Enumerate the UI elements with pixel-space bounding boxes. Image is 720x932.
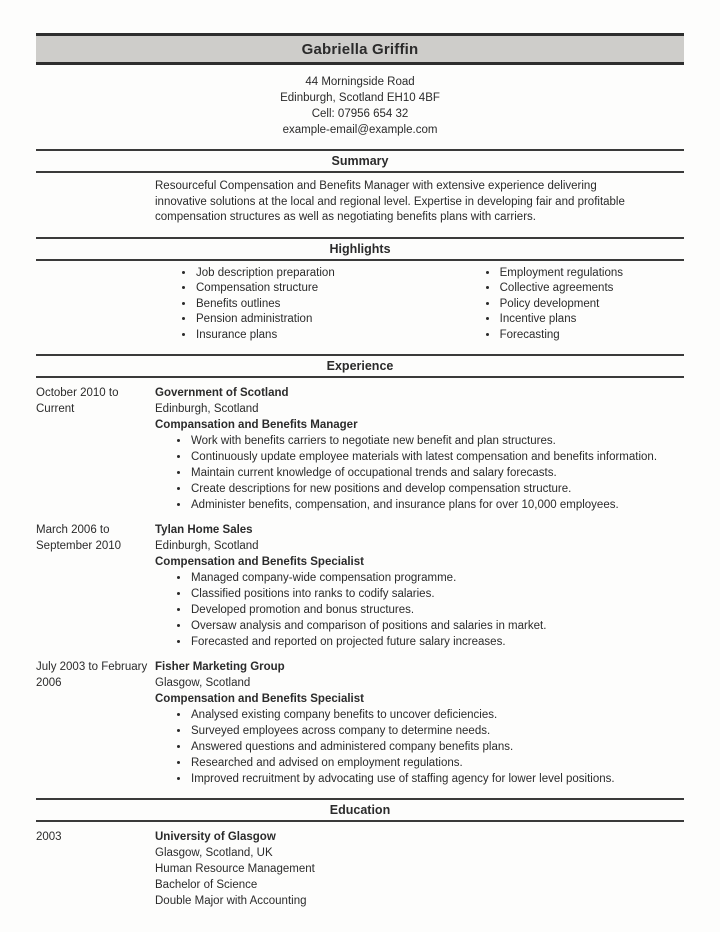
job-body: [155, 659, 684, 787]
experience-title: Experience: [326, 359, 394, 373]
contact-phone: Cell: 07956 654 32: [311, 108, 409, 120]
contact-block: [36, 74, 684, 138]
job-bullet: • Maintain current knowledge of occupational trends and salary forecasts.: [190, 465, 684, 481]
education-school: University of Glasgow: [155, 831, 276, 843]
job-bullet: • Classified positions into ranks to codify salaries.: [190, 586, 684, 602]
highlights-right-column: [403, 266, 684, 344]
job-body: [155, 522, 684, 650]
highlight-item: • Employment regulations: [499, 266, 684, 282]
job-bullet: • Answered questions and administered company benefits plans.: [190, 739, 684, 755]
job-bullet: • Administer benefits, compensation, and insurance plans for over 10,000 employees.: [190, 497, 684, 513]
highlight-item: • Policy development: [499, 297, 684, 313]
job-body: [155, 385, 684, 513]
job-bullet: • Continuously update employee materials with latest compensation and benefits information.: [190, 449, 684, 465]
education-field: Human Resource Management: [155, 863, 315, 875]
contact-city: Edinburgh, Scotland EH10 4BF: [280, 92, 440, 104]
name-banner: [36, 33, 684, 65]
highlight-item: • Pension administration: [195, 312, 403, 328]
education-section-header: [36, 798, 684, 822]
education-dates: 2003: [36, 831, 62, 843]
highlight-item: • Insurance plans: [195, 328, 403, 344]
job-bullet: • Surveyed employees across company to determine needs.: [190, 723, 684, 739]
job-location: Glasgow, Scotland: [155, 677, 251, 689]
job-bullet: • Managed company-wide compensation programme.: [190, 570, 684, 586]
job-bullet: • Researched and advised on employment regulations.: [190, 755, 684, 771]
job-bullet: • Developed promotion and bonus structures.: [190, 602, 684, 618]
highlight-item: • Benefits outlines: [195, 297, 403, 313]
highlights-section-header: [36, 237, 684, 261]
job-dates: July 2003 to February 2006: [36, 661, 148, 689]
highlights-list: [36, 266, 684, 344]
highlight-item: • Forecasting: [499, 328, 684, 344]
highlights-title: Highlights: [329, 241, 391, 256]
highlight-item: • Job description preparation: [195, 266, 403, 282]
job-bullet: • Improved recruitment by advocating use of staffing agency for lower level positions.: [190, 771, 684, 787]
education-entry: [36, 829, 684, 909]
summary-section-header: [36, 149, 684, 173]
job-bullets: [155, 707, 684, 787]
job-location: Edinburgh, Scotland: [155, 540, 259, 552]
job-entry: [36, 385, 684, 513]
education-note: Double Major with Accounting: [155, 895, 307, 907]
job-bullet: • Analysed existing company benefits to uncover deficiencies.: [190, 707, 684, 723]
job-bullets: [155, 433, 684, 513]
job-dates: March 2006 to September 2010: [36, 524, 122, 552]
summary-text: Resourceful Compensation and Benefits Manager with extensive experience delivering innovative solutions at the local and regional level. Expertise in developing fair and profitable compensation structures as well as negotiating benefits plans with carriers.: [155, 180, 625, 223]
job-entry: [36, 659, 684, 787]
job-dates: October 2010 to Current: [36, 387, 119, 415]
person-name: Gabriella Griffin: [301, 41, 419, 58]
job-bullet: • Work with benefits carriers to negotiate new benefit and plan structures.: [190, 433, 684, 449]
experience-section-header: [36, 354, 684, 378]
education-title: Education: [329, 803, 391, 817]
job-location: Edinburgh, Scotland: [155, 403, 259, 415]
summary-title: Summary: [331, 154, 389, 168]
job-company: Fisher Marketing Group: [155, 661, 285, 673]
job-bullet: • Oversaw analysis and comparison of positions and salaries in market.: [190, 618, 684, 634]
contact-email: example-email@example.com: [282, 124, 438, 136]
job-role: Compensation and Benefits Specialist: [155, 693, 364, 705]
highlight-item: • Compensation structure: [195, 281, 403, 297]
job-entry: [36, 522, 684, 650]
job-company: Government of Scotland: [155, 387, 289, 399]
experience-block: [36, 385, 684, 787]
contact-street: 44 Morningside Road: [305, 76, 415, 88]
highlights-left-column: [36, 266, 403, 344]
job-role: Compensation and Benefits Specialist: [155, 556, 364, 568]
job-bullet: • Create descriptions for new positions and develop compensation structure.: [190, 481, 684, 497]
job-role: Compansation and Benefits Manager: [155, 419, 358, 431]
job-bullets: [155, 570, 684, 650]
job-bullet: • Forecasted and reported on projected future salary increases.: [190, 634, 684, 650]
highlight-item: • Incentive plans: [499, 312, 684, 328]
job-company: Tylan Home Sales: [155, 524, 253, 536]
education-body: [155, 829, 684, 909]
education-location: Glasgow, Scotland, UK: [155, 847, 273, 859]
education-degree: Bachelor of Science: [155, 879, 258, 891]
highlight-item: • Collective agreements: [499, 281, 684, 297]
